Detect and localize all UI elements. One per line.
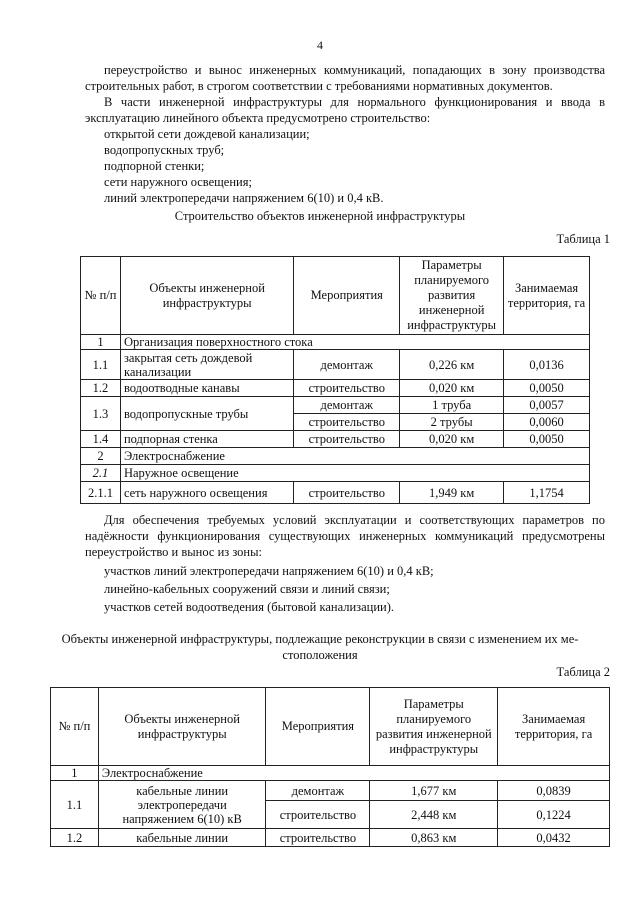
cell-parameter: 1,949 км [400,482,504,504]
intro-item: подпорной стенки; [104,159,205,173]
table-1 [80,256,590,504]
cell-parameter: 1,677 км [370,781,498,801]
intro-paragraph-2: В части инженерной инфраструктуры для нормального функционирования и ввода в эксплуатацию линейного объекта предусмотрено строительство: [85,95,605,125]
cell-number: 1.2 [81,380,121,397]
cell-number: 1.3 [81,397,121,431]
table-row [81,431,590,448]
intro-item: сети наружного освещения; [104,175,252,189]
cell-parameter: 0,020 км [400,380,504,397]
cell-parameter: 2 трубы [400,414,504,431]
cell-area: 0,1224 [498,801,610,829]
cell-parameter: 0,226 км [400,350,504,380]
table-2 [50,687,610,847]
cell-area: 0,0060 [504,414,590,431]
header-measures: Мероприятия [266,688,370,766]
cell-measure: строительство [294,380,400,397]
table-row [81,380,590,397]
middle-item: линейно-кабельных сооружений связи и линий связи; [104,582,390,596]
cell-object: водоотводные канавы [120,380,293,397]
page-number: 4 [317,38,323,52]
cell-measure: строительство [266,829,370,847]
table2-heading-line2: стоположения [282,648,358,662]
cell-object: сеть наружного освещения [120,482,293,504]
cell-number: 1 [51,766,99,781]
table-row [81,482,590,504]
intro-item: линий электропередачи напряжением 6(10) и 0,4 кВ. [104,191,384,205]
table2-heading-line1: Объекты инженерной инфраструктуры, подлежащие реконструкции в связи с изменением их ме- [61,632,579,646]
intro-item: водопропускных труб; [104,143,225,157]
cell-area: 0,0050 [504,380,590,397]
intro-item: открытой сети дождевой канализации; [104,127,310,141]
cell-number: 1 [81,335,121,350]
cell-area: 0,0432 [498,829,610,847]
cell-area: 0,0839 [498,781,610,801]
cell-number: 2 [81,448,121,465]
table-row [51,829,610,847]
table-row [81,448,590,465]
cell-area: 0,0057 [504,397,590,414]
cell-object: водопропускные трубы [120,397,293,431]
header-area: Занимаемая территория, га [504,257,590,335]
cell-area: 1,1754 [504,482,590,504]
table-row [81,350,590,380]
middle-item: участков сетей водоотведения (бытовой канализации). [104,600,395,614]
cell-object: закрытая сеть дождевой канализации [120,350,293,380]
cell-number: 1.1 [81,350,121,380]
cell-measure: строительство [266,801,370,829]
cell-parameter: 0,863 км [370,829,498,847]
cell-measure: демонтаж [266,781,370,801]
header-parameters: Параметры планируемого развития инженерной инфраструктуры [400,257,504,335]
cell-number: 1.1 [51,781,99,829]
cell-parameter: 0,020 км [400,431,504,448]
header-objects: Объекты инженерной инфраструктуры [98,688,266,766]
cell-measure: строительство [294,431,400,448]
cell-object: кабельные линии электропередачи напряжением 6(10) кВ [98,781,266,829]
header-number: № п/п [51,688,99,766]
cell-section-title: Электроснабжение [98,766,609,781]
cell-measure: строительство [294,414,400,431]
cell-measure: демонтаж [294,397,400,414]
cell-measure: строительство [294,482,400,504]
header-parameters: Параметры планируемого развития инженерной инфраструктуры [370,688,498,766]
cell-measure: демонтаж [294,350,400,380]
cell-number: 2.1 [81,465,121,482]
cell-object: кабельные линии [98,829,266,847]
table-row [81,465,590,482]
cell-number: 1.4 [81,431,121,448]
cell-parameter: 1 труба [400,397,504,414]
cell-object: подпорная стенка [120,431,293,448]
middle-paragraph: Для обеспечения требуемых условий эксплуатации и соответствующих параметров по надёжности функционирования существующих инженерных коммуникаций предусмотрены переустройство и вынос из зоны: [85,513,605,559]
cell-number: 2.1.1 [81,482,121,504]
middle-item: участков линий электропередачи напряжением 6(10) и 0,4 кВ; [104,564,434,578]
cell-parameter: 2,448 км [370,801,498,829]
header-number: № п/п [81,257,121,335]
table-row [81,335,590,350]
cell-section-title: Организация поверхностного стока [120,335,589,350]
table-row [51,781,610,801]
header-area: Занимаемая территория, га [498,688,610,766]
cell-subsection-title: Наружное освещение [120,465,589,482]
cell-section-title: Электроснабжение [120,448,589,465]
cell-area: 0,0050 [504,431,590,448]
table-row [81,397,590,414]
header-objects: Объекты инженерной инфраструктуры [120,257,293,335]
table-row [51,766,610,781]
cell-number: 1.2 [51,829,99,847]
cell-area: 0,0136 [504,350,590,380]
table1-label: Таблица 1 [556,232,610,246]
intro-paragraph-1: переустройство и вынос инженерных коммуникаций, попадающих в зону производства строительных работ, в строгом соответствии с требованиями нормативных документов. [85,63,605,93]
table1-heading: Строительство объектов инженерной инфраструктуры [174,209,466,223]
table2-label: Таблица 2 [556,665,610,679]
header-measures: Мероприятия [294,257,400,335]
table-header-row [81,257,590,335]
table-header-row [51,688,610,766]
